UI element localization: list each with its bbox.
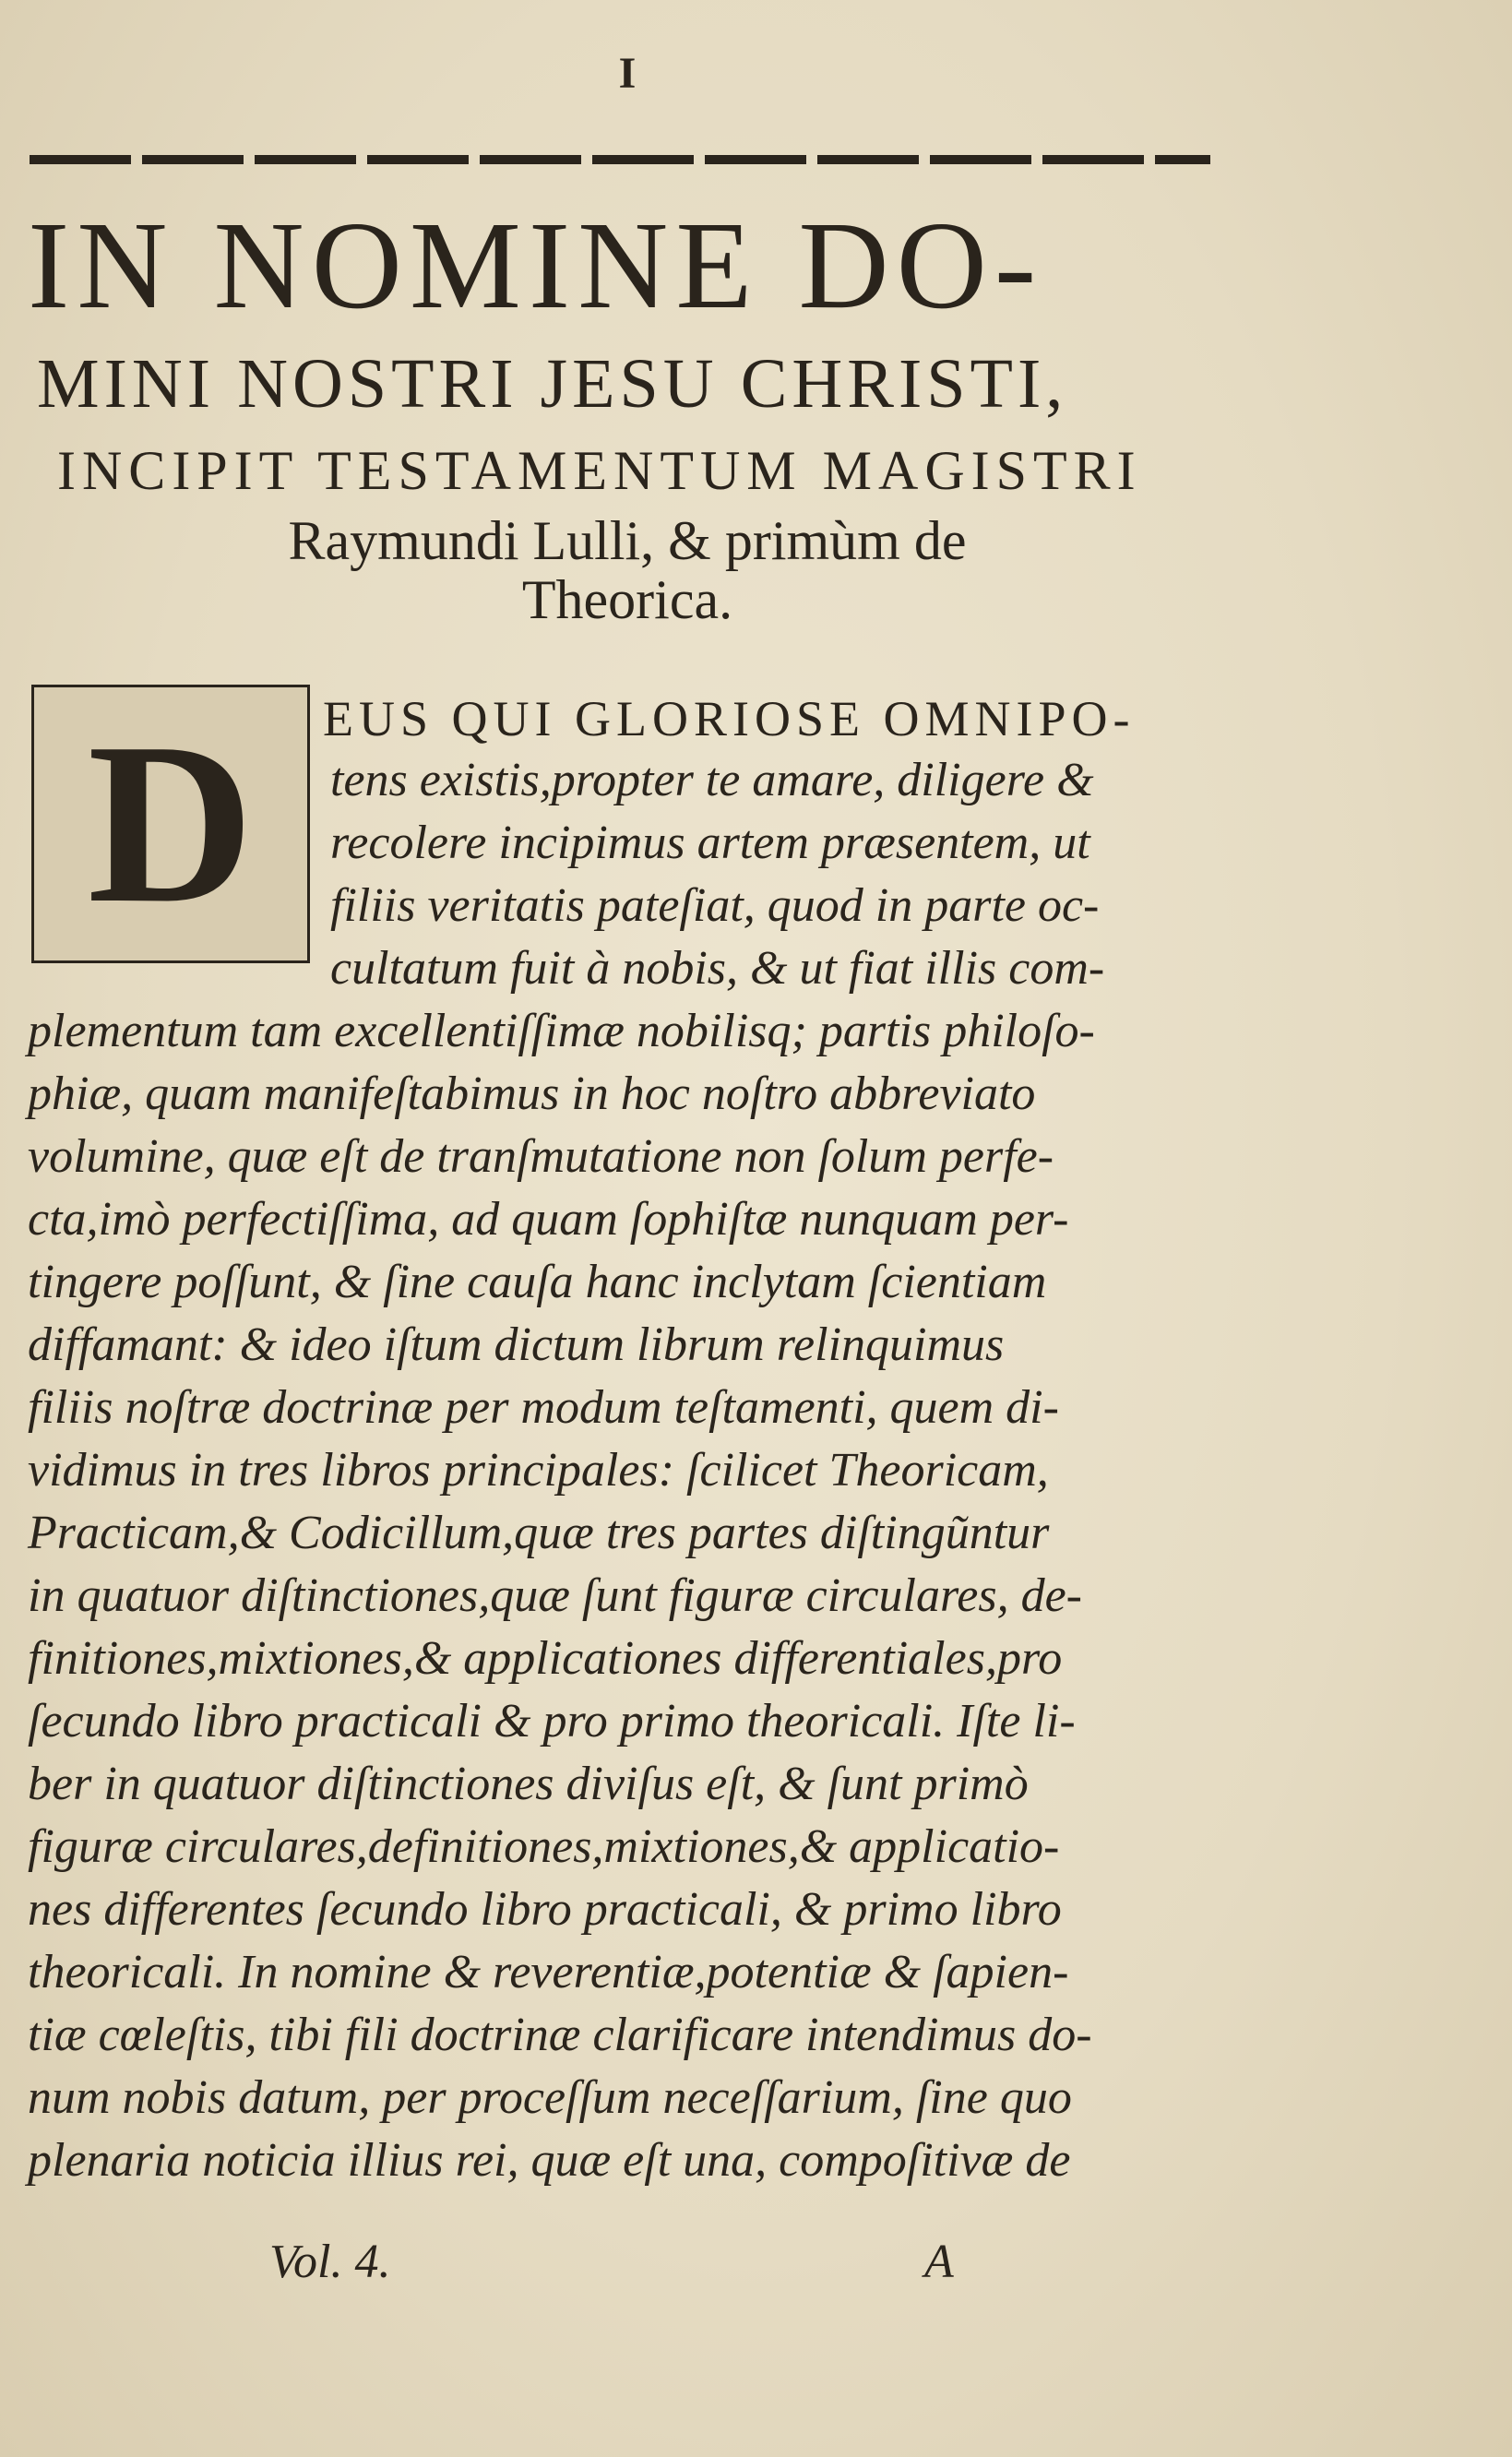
volume-marker: Vol. 4. [269, 2236, 391, 2288]
body-line: filiis veritatis pateſiat, quod in parte oc- [330, 879, 1100, 932]
ornamental-drop-cap [31, 685, 310, 963]
body-line: Practicam,& Codicillum,quæ tres partes diſtingũntur [28, 1507, 1050, 1559]
body-line: recolere incipimus artem præsentem, ut [330, 817, 1090, 869]
drop-cap-letter: D [87, 696, 255, 951]
body-line: diffamant: & ideo iſtum dictum librum relinquimus [28, 1318, 1005, 1371]
title-line-4: Raymundi Lulli, & primùm de [288, 510, 967, 571]
title-line-3: INCIPIT TESTAMENTUM MAGISTRI [57, 440, 1142, 501]
opening-line: EUS QUI GLORIOSE OMNIPO- [323, 691, 1136, 746]
title-line-1: IN NOMINE DO- [28, 197, 1044, 335]
body-line: ſecundo libro practicali & pro primo theoricali. Iſte li- [28, 1695, 1076, 1747]
body-line: cta,imò perfectiſſima, ad quam ſophiſtæ nunquam per- [28, 1193, 1069, 1246]
body-line: figuræ circulares,definitiones,mixtiones,& applicatio- [28, 1820, 1060, 1873]
signature-mark: A [924, 2236, 954, 2288]
header-rule [30, 155, 1210, 164]
body-line: nes differentes ſecundo libro practicali, & primo libro [28, 1883, 1062, 1936]
body-line: plenaria noticia illius rei, quæ eſt una, compoſitivæ de [28, 2134, 1071, 2187]
title-line-2: MINI NOSTRI JESU CHRISTI, [37, 345, 1068, 423]
body-line: vidimus in tres libros principales: ſcilicet Theoricam, [28, 1444, 1049, 1497]
page-number: I [618, 49, 637, 98]
body-line: tens existis,propter te amare, diligere & [330, 754, 1094, 806]
body-line: tingere poſſunt, & ſine cauſa hanc inclytam ſcientiam [28, 1256, 1047, 1308]
body-line: num nobis datum, per proceſſum neceſſarium, ſine quo [28, 2071, 1072, 2124]
body-line: finitiones,mixtiones,& applicationes differentiales,pro [28, 1632, 1063, 1685]
body-line: theoricali. In nomine & reverentiæ,potentiæ & ſapien- [28, 1946, 1069, 1998]
body-line: filiis noſtræ doctrinæ per modum teſtamenti, quem di- [28, 1381, 1059, 1434]
body-line: ber in quatuor diſtinctiones diviſus eſt, & ſunt primò [28, 1758, 1029, 1810]
body-line: in quatuor diſtinctiones,quæ ſunt figuræ circulares, de- [28, 1569, 1082, 1622]
body-line: cultatum fuit à nobis, & ut fiat illis com- [330, 942, 1105, 995]
body-line: phiæ, quam manifeſtabimus in hoc noſtro abbreviato [28, 1067, 1036, 1120]
body-line: tiæ cœleſtis, tibi fili doctrinæ clarificare intendimus do- [28, 2009, 1092, 2061]
title-line-5: Theorica. [521, 569, 733, 630]
body-line: plementum tam excellentiſſimæ nobilisq; partis philoſo- [28, 1005, 1095, 1057]
body-line: volumine, quæ eſt de tranſmutatione non ſolum perfe- [28, 1130, 1054, 1183]
